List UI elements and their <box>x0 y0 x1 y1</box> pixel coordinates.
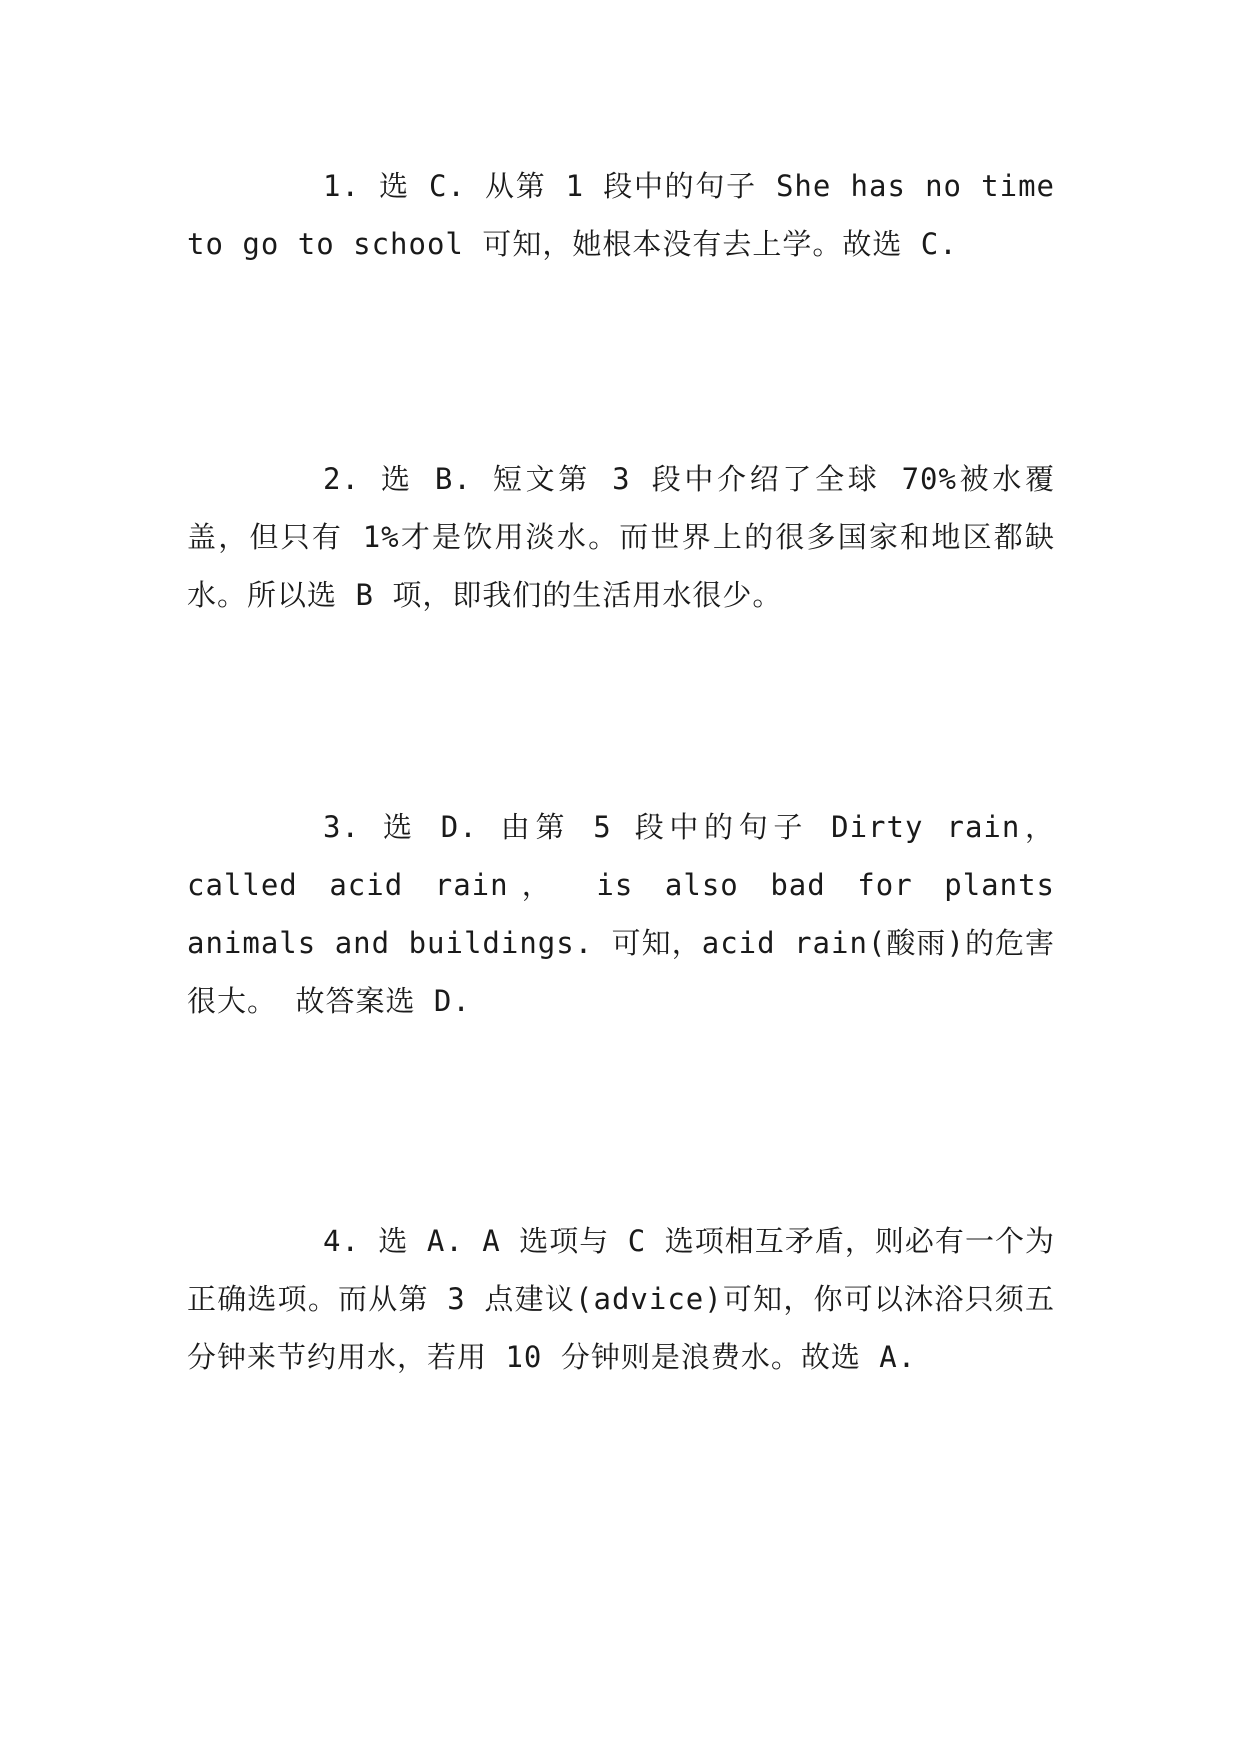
answer-1: 1. 选 C. 从第 1 段中的句子 She has no time to go to school 可知，她根本没有去上学。故选 C. <box>187 169 1055 261</box>
answer-2: 2. 选 B. 短文第 3 段中介绍了全球 70%被水覆盖，但只有 1%才是饮用淡水。而世界上的很多国家和地区都缺水。所以选 B 项，即我们的生活用水很少。 <box>187 462 1055 612</box>
answer-4: 4. 选 A. A 选项与 C 选项相互矛盾，则必有一个为正确选项。而从第 3 点建议(advice)可知，你可以沐浴只须五分钟来节约用水，若用 10 分钟则是浪费水。故选 A. <box>187 1224 1055 1374</box>
answer-3: 3. 选 D. 由第 5 段中的句子 Dirty rain， called acid rain， is also bad for plants animals and buildings. 可知，acid rain(酸雨)的危害很大。 故答案选 D. <box>187 810 1055 1018</box>
